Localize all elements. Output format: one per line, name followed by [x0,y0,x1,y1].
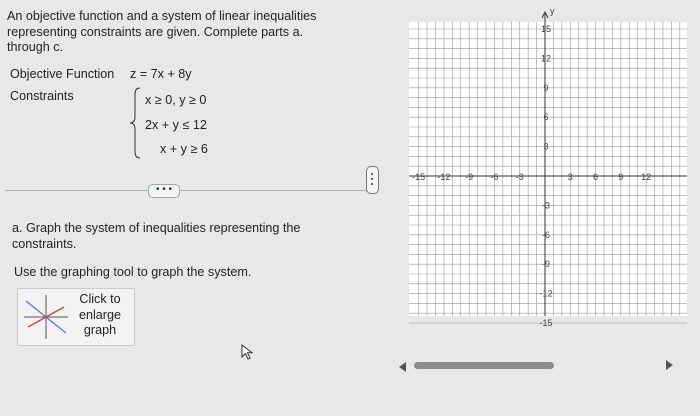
part-a-prompt [12,221,332,252]
intro-line-1: An objective function and a system of linear inequalities [7,9,317,23]
y-tick-label: -6 [541,229,551,240]
y-tick-label: 9 [543,82,549,93]
x-tick-label: -6 [490,172,499,182]
part-a-line-1: a. Graph the system of inequalities representing the [12,221,301,235]
y-tick-label: -9 [541,259,551,270]
graphing-tool-instruction: Use the graphing tool to graph the system. [14,265,252,279]
coordinate-grid[interactable] [395,0,700,416]
constraint-brace [128,86,142,160]
intro-line-3: through c. [7,40,64,54]
grid-background [409,22,687,316]
panel-splitter-handle[interactable] [366,166,379,194]
y-tick-label: 6 [543,112,549,123]
y-tick-label: -15 [539,318,553,328]
more-button[interactable]: • • • [148,184,180,198]
problem-intro [7,9,337,56]
intro-line-2: representing constraints are given. Complete parts a. [7,24,304,39]
x-tick-label: -12 [437,172,451,182]
x-tick-label: 12 [641,172,652,182]
scroll-right-arrow-icon[interactable] [666,360,673,370]
enlarge-graph-label: Click to enlarge graph [78,292,121,337]
y-tick-label: -3 [541,200,551,211]
horizontal-scrollbar-thumb[interactable] [414,362,554,369]
y-tick-label: 3 [543,141,549,152]
x-tick-label: -15 [412,172,426,182]
x-tick-label: -3 [515,172,524,182]
part-a-line-2: constraints. [12,236,77,251]
objective-function-expression: z = 7x + 8y [130,67,192,81]
constraints-label: Constraints [10,89,74,103]
y-tick-label: 12 [540,53,552,64]
x-tick-label: 3 [567,172,573,182]
enlarge-graph-button[interactable] [17,288,135,346]
section-divider [5,190,368,191]
scroll-left-arrow-icon[interactable] [399,362,406,372]
x-tick-label: 6 [593,172,599,182]
x-tick-label: 9 [618,172,624,182]
constraint-x-plus-y: x + y ≥ 6 [160,142,208,156]
y-tick-label: -12 [539,288,553,299]
constraint-nonnegativity: x ≥ 0, y ≥ 0 [145,93,207,107]
graph-thumbnail-icon [22,293,70,341]
y-tick-label: 15 [540,24,552,34]
pointer-cursor-icon [240,343,258,361]
y-axis-label: y [550,6,555,16]
objective-function-label: Objective Function [10,67,115,81]
constraint-2x-plus-y: 2x + y ≤ 12 [145,118,207,132]
x-tick-label: -9 [465,172,474,182]
